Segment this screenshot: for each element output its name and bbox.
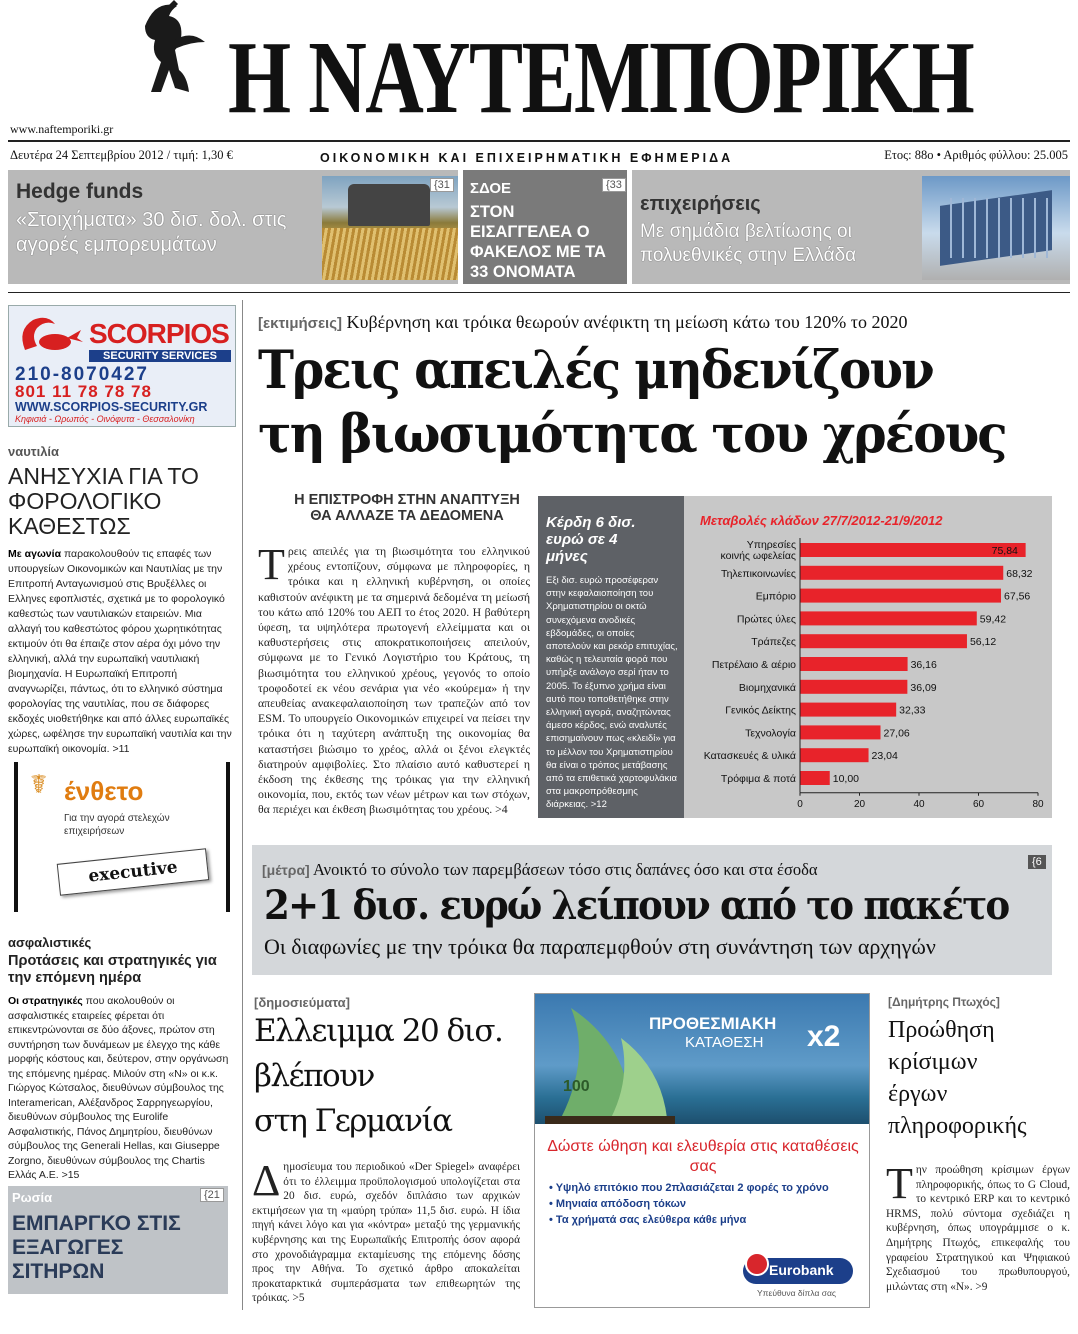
germany-kicker: [δημοσιεύματα]	[254, 995, 350, 1010]
scorpios-places: Κηφισιά - Ωρωπός - Οινόφυτα - Θεσσαλονίκη	[15, 414, 195, 424]
lead-text: ρεις απειλές για τη βιωσιμότητα του ελληνικού χρέους εντοπίζουν, σύμφωνα με πληροφορίες, η τρόικα και η ελληνική κυβέρνηση, οι οποίες καθιστούν ανέφικτη με τα σημερινά δεδομένα τη μείωσή του κάτω από 120% του ΑΕΠ το έτος 2020. Η βαθύτερη ύφεση, τα υψηλότερα πρωτογενή ελλείμματα και οι καθυστερήσεις στις αποκρατικοποιήσεις απειλούν, σύμφωνα με το Γενικό Λογιστήριο του Κράτους, τη βιωσιμότητα του ελληνικού χρέους, γεγονός το οποίο τροφοδοτεί εκ νέου σενάρια για νέο «κούρεμα» ή την απευθείας ανακεφαλαιοποίηση των τραπεζών από τον ESM. Το υπουργείο Οικονομικών επιχειρεί να πείσει την τρόικα ότι η ταχύτερη ανάπτυξη της οικονομίας θα καταστήσει βιώσιμο το χρέος, αλλά οι ξένοι ελεγκτές διατηρούν αμφιβολίες. Στο πλαίσιο αυτό καθυστερεί η έκδοση της έκθεσης της τρόικας για την ελληνική οικονομία, που, εκτός των νέων μέτρων και των στόχων, θα περιέχει και έκθεση βιωσιμότητας του χρέους. >4	[258, 544, 530, 817]
germany-body	[252, 1156, 520, 1306]
shipping-title[interactable]: ΑΝΗΣΥΧΙΑ ΓΙΑ ΤΟ ΦΟΡΟΛΟΓΙΚΟ ΚΑΘΕΣΤΩΣ	[8, 463, 199, 539]
dateline: Δευτέρα 24 Σεπτεμβρίου 2012 / τιμή: 1,30 €	[10, 148, 233, 162]
entheto-sub: Για την αγορά στελεχών επιχειρήσεων	[64, 813, 170, 837]
bar-value-0: 75,84	[991, 545, 1018, 557]
measures-page[interactable]: {6	[1028, 855, 1046, 869]
eurobank-title1: ΠΡΟΘΕΣΜΙΑΚΗ	[649, 1014, 777, 1033]
bar-label-0: Υπηρεσίες κοινής ωφελείας	[720, 539, 796, 562]
it-dropcap: Τ	[886, 1159, 913, 1208]
bar-chart	[684, 530, 1052, 820]
germany-title-2[interactable]: βλέπουν	[254, 1058, 374, 1094]
lead-title-1[interactable]: Τρεις απειλές μηδενίζουν	[258, 340, 933, 401]
bar-label-9: Κατασκευές & υλικά	[703, 750, 796, 763]
bar-7	[800, 703, 896, 717]
lead-subtitle: Κυβέρνηση και τρόικα θεωρούν ανέφικτη τη μείωση κάτω του 120% το 2020	[346, 312, 908, 332]
insurance-kicker: ασφαλιστικές	[8, 935, 92, 950]
bar-label-10: Τρόφιμα & ποτά	[720, 773, 796, 785]
germany-title-1[interactable]: Ελλειμμα 20 δισ.	[254, 1013, 503, 1049]
tick-label-4: 80	[1032, 798, 1044, 810]
shipping-kicker: ναυτιλία	[8, 444, 60, 459]
bar-label-7: Γενικός Δείκτης	[725, 704, 796, 717]
it-title-4[interactable]: πληροφορικής	[888, 1113, 1027, 1139]
it-kicker: [Δημήτρης Πτωχός]	[888, 995, 1000, 1009]
it-text: ην προώθηση κρίσιμων έργων πληροφορικής, όπως το G Cloud, το κεντρικό ERP και το κεντρικό HRMS, πολύ σύντομα σχεδιάζει η κυβέρνηση, όπως υπογράμμισε ο κ. Δημήτρης Πτωχός, επικεφαλής του γραφείου Στρατηγικού και Ψηφιακού Σχεδιασμού του πρωθυπουργού, μιλώντας στη «Ν». >9	[886, 1164, 1070, 1293]
bar-label-8: Τεχνολογία	[745, 727, 796, 740]
eurobank-headline: Δώστε ώθηση και ελευθερία στις καταθέσεις σας	[547, 1138, 859, 1175]
lead-dropcap: Τ	[258, 540, 285, 589]
lead-kicker: [εκτιμήσεις]	[258, 315, 343, 332]
bar-value-1: 68,32	[1006, 567, 1033, 580]
bar-4	[800, 634, 967, 648]
lead-subhead: Η ΕΠΙΣΤΡΟΦΗ ΣΤΗΝ ΑΝΑΠΤΥΞΗ ΘΑ ΑΛΛΑΖΕ ΤΑ ΔΕΔΟΜΕΝΑ	[294, 492, 520, 524]
entheto-title: ένθετο	[64, 776, 144, 806]
insurance-lead: Οι στρατηγικές	[8, 995, 83, 1007]
bar-value-2: 67,56	[1003, 590, 1031, 603]
bar-label-2: Εμπόριο	[755, 590, 796, 603]
bar-value-5: 36,16	[910, 659, 937, 671]
eurobank-note: 100	[563, 1078, 590, 1095]
ad-scorpios[interactable]	[8, 305, 236, 427]
strip-rule	[8, 292, 1070, 293]
russia-page[interactable]: {21	[200, 1188, 224, 1202]
shipping-text: παρακολουθούν τις επαφές των υπουργείων Οικονομικών και Ναυτιλίας με την Επιτροπή Ανταγωνισμού στις Βρυξέλλες οι Ελληνες εφοπλιστές, σχετικά με το φορολογικό καθεστώς των ναυτιλιακών εταιρειών. Μια αλλαγή του καθεστώτος φόρου χωρητικότητας εκτιμούν ότι θα έπαιζε στον αέρα όχι μόνο την ελληνική, αλλά την ευρωπαϊκή ναυτιλιακή βιομηχανία. Η Ευρωπαϊκή Επιτροπή αναγνωρίζει, πάντως, ότι το ελληνικό σύστημα φορολογίας της ναυτιλίας, που σε διάφορες εκδοχές υιοθετήθηκε και από άλλες ευρωπαϊκές χώρες, ωφέλησε την ευρωπαϊκή ναυτιλία και την ευρωπαϊκή οικονομία. >11	[8, 548, 232, 755]
russia-title: ΕΜΠΑΡΓΚΟ ΣΤΙΣ ΕΞΑΓΩΓΕΣ ΣΙΤΗΡΩΝ	[12, 1212, 181, 1283]
insurance-title[interactable]: Προτάσεις και στρατηγικές για την επόμενη ημέρα	[8, 953, 217, 986]
chart-title: Μεταβολές κλάδων 27/7/2012-21/9/2012	[700, 513, 943, 528]
hedge-kicker: Hedge funds	[16, 180, 144, 203]
measures-deck: Οι διαφωνίες με την τρόικα θα παραπεμφθούν στη συνάντηση των αρχηγών	[264, 934, 936, 959]
entheto-box[interactable]	[14, 762, 230, 912]
insurance-body	[8, 994, 236, 1183]
bar-value-4: 56,12	[969, 636, 997, 649]
it-body	[886, 1159, 1070, 1294]
insurance-text: που ακολουθούν οι ασφαλιστικές εταιρείες φέρεται ότι επικεντρώνονται σε δύο άξονες, πρώτον στη συντήρηση των δυνάμεων με έλεγχο της κάθε μορφής κόστους και, δεύτερον, στην οργάνωση της επόμενης ημέρας. Μιλούν στη «Ν» οι κ.κ. Γιώργος Κώτσαλος, διευθύνων σύμβουλος της Interamerican, Αλέξανδρος Σαρρηγεωργίου, διευθύνων σύμβουλος της Eurolife Ασφαλιστικής, Πάνος Δημητρίου, διευθύνων σύμβουλος της Generali Hellas, και Giuseppe Zorgno, διευθύνων σύμβουλος της Chartis Ελλάς Α.Ε. >15	[8, 995, 229, 1181]
eurobank-brand: Eurobank	[769, 1262, 834, 1278]
eurobank-title2: ΚΑΤΑΘΕΣΗ	[685, 1034, 764, 1051]
ad-eurobank[interactable]	[534, 993, 870, 1308]
executive-tag: executive	[57, 848, 210, 896]
tick-label-0: 0	[797, 798, 803, 810]
box-title: Κέρδη 6 δισ. ευρώ σε 4 μήνες	[546, 514, 636, 565]
measures-title[interactable]: 2+1 δισ. ευρώ λείπουν από το πακέτο	[264, 882, 1009, 929]
masthead-rule	[8, 140, 1070, 142]
bar-label-5: Πετρέλαιο & αέριο	[711, 659, 796, 671]
germany-dropcap: Δ	[252, 1156, 281, 1205]
business-kicker: επιχειρήσεις	[640, 193, 761, 215]
measures-subtitle-line	[262, 860, 1022, 880]
masthead-title: Η ΝΑΥΤΕΜΠΟΡΙΚΗ	[228, 20, 974, 135]
russia-kicker: Ρωσία	[12, 1190, 53, 1205]
bar-3	[800, 611, 977, 625]
building-photo	[922, 176, 1070, 280]
shipping-body	[8, 547, 236, 757]
bar-label-6: Βιομηχανικά	[738, 681, 796, 694]
bar-value-7: 32,33	[899, 704, 926, 717]
sdoe-page[interactable]: {33	[602, 178, 626, 192]
lead-title-2[interactable]: τη βιωσιμότητα του χρέους	[258, 404, 1006, 465]
tagline: ΟΙΚΟΝΟΜΙΚΗ ΚΑΙ ΕΠΙΧΕΙΡΗΜΑΤΙΚΗ ΕΦΗΜΕΡΙΔΑ	[320, 151, 734, 165]
bar-label-3: Πρώτες ύλες	[736, 613, 796, 626]
scorpion-icon	[15, 310, 85, 360]
sdoe-title: ΣΤΟΝ ΕΙΣΑΓΓΕΛΕΑ Ο ΦΑΚΕΛΟΣ ΜΕ ΤΑ 33 ΟΝΟΜΑΤΑ	[470, 203, 606, 281]
mercury-logo	[120, 0, 220, 125]
scorpios-sub: SECURITY SERVICES	[89, 350, 231, 362]
measures-kicker: [μέτρα]	[262, 862, 310, 878]
scorpios-phone1: 210-8070427	[15, 364, 149, 385]
it-title-3[interactable]: έργων	[888, 1081, 948, 1107]
germany-text: ημοσίευμα του περιοδικού «Der Spiegel» αναφέρει ότι το έλλειμμα προϋπολογισμού υπολογίζεται στα 20 δισ. ευρώ, σχεδόν διπλάσιο των αρχικών εκτιμήσεων για τη «μαύρη τρύπα» 11,5 δισ. ευρώ. Η ίδια πηγή κάνει λόγο και για «κόντρα» μεταξύ της γερμανικής κυβέρνησης και της Ευρωπαϊκής Επιτροπής όσον αφορά στο χρονοδιάγραμμα εκταμίευσης της επόμενης δόσης προς την Αθήνα. Το σχετικό άρθρο αποκαλείται προκαταρκτικά συμπεράσματα των επιθεωρητών της τρόικας. >5	[252, 1161, 520, 1305]
eurobank-bullet-2: • Μηνιαία απόδοση τόκων	[549, 1198, 687, 1210]
bar-value-3: 59,42	[979, 613, 1007, 626]
eurobank-bullet-3: • Τα χρήματά σας ελεύθερα κάθε μήνα	[549, 1214, 747, 1226]
germany-title-3[interactable]: στη Γερμανία	[254, 1103, 452, 1139]
box-body: Εξι δισ. ευρώ προσέφεραν στην κεφαλαιοποίηση του Χρηματιστηρίου οι οκτώ συνεχόμενα ανοδικές εβδομάδες, οι οποίες αποτελούν και ρεκόρ επιτυχίας, καθώς η τελευταία φορά που υπήρξε ανάλογο σερί ήταν το 2005. Το έξυπνο χρήμα είναι αυτό που τοποθετήθηκε στην ελληνική αγορά, αναζητώντας άμεσο κέρδος, ενώ αναλυτές επισημαίνουν πως «κλειδί» για το μέλλον του Χρηματιστηρίου θα είναι ο τρόπος μετάβασης από τα επιθετικά χαρτοφυλάκια στα μακροπρόθεσμης διάρκειας. >12	[546, 575, 678, 811]
bar-5	[800, 657, 908, 671]
it-title-2[interactable]: κρίσιμων	[888, 1049, 978, 1075]
sdoe-kicker: ΣΔΟΕ	[470, 180, 512, 197]
bar-10	[800, 771, 830, 785]
bar-8	[800, 725, 881, 739]
bar-value-10: 10,00	[832, 773, 860, 785]
issue-number: Ετος: 88ο • Αριθμός φύλλου: 25.005	[884, 148, 1068, 162]
mercury-small-icon: ☤	[30, 770, 48, 800]
bar-value-6: 36,09	[910, 681, 937, 694]
bar-value-8: 27,06	[883, 727, 910, 740]
hedge-title: «Στοιχήματα» 30 δισ. δολ. στις αγορές εμπορευμάτων	[16, 209, 287, 256]
measures-subtitle: Ανοικτό το σύνολο των παρεμβάσεων τόσο στις δαπάνες όσο και στα έσοδα	[312, 860, 818, 879]
tick-label-3: 60	[972, 798, 985, 810]
tick-label-1: 20	[853, 798, 866, 810]
scorpios-web[interactable]: WWW.SCORPIOS-SECURITY.GR	[15, 400, 208, 414]
lead-subtitle-line	[258, 312, 1070, 333]
site-url[interactable]: www.naftemporiki.gr	[10, 122, 114, 136]
scorpios-brand: SCORPIOS	[89, 318, 229, 349]
scorpios-phone2: 801 11 78 78 78	[15, 382, 152, 401]
lead-body	[258, 540, 530, 818]
eurobank-slogan: Υπεύθυνα δίπλα σας	[757, 1288, 837, 1298]
bar-6	[800, 680, 907, 694]
bar-value-9: 23,04	[871, 750, 898, 763]
bar-label-4: Τράπεζες	[751, 636, 796, 649]
bar-2	[800, 589, 1001, 603]
column-divider	[242, 300, 243, 1310]
shipping-lead: Με αγωνία	[8, 548, 62, 560]
business-title: Με σημάδια βελτίωσης οι πολυεθνικές στην Ελλάδα	[640, 221, 857, 266]
eurobank-bullet-1: • Υψηλό επιτόκιο που 2πλασιάζεται 2 φορές το χρόνο	[549, 1182, 829, 1194]
eurobank-symbol-icon	[745, 1252, 769, 1276]
eurobank-x2: x2	[807, 1020, 841, 1053]
tick-label-2: 40	[913, 798, 925, 810]
hedge-page[interactable]: {31	[430, 178, 454, 192]
it-title-1[interactable]: Προώθηση	[888, 1017, 995, 1043]
bar-9	[800, 748, 869, 762]
bar-1	[800, 566, 1003, 580]
bar-label-1: Τηλεπικοινωνίες	[720, 567, 796, 580]
